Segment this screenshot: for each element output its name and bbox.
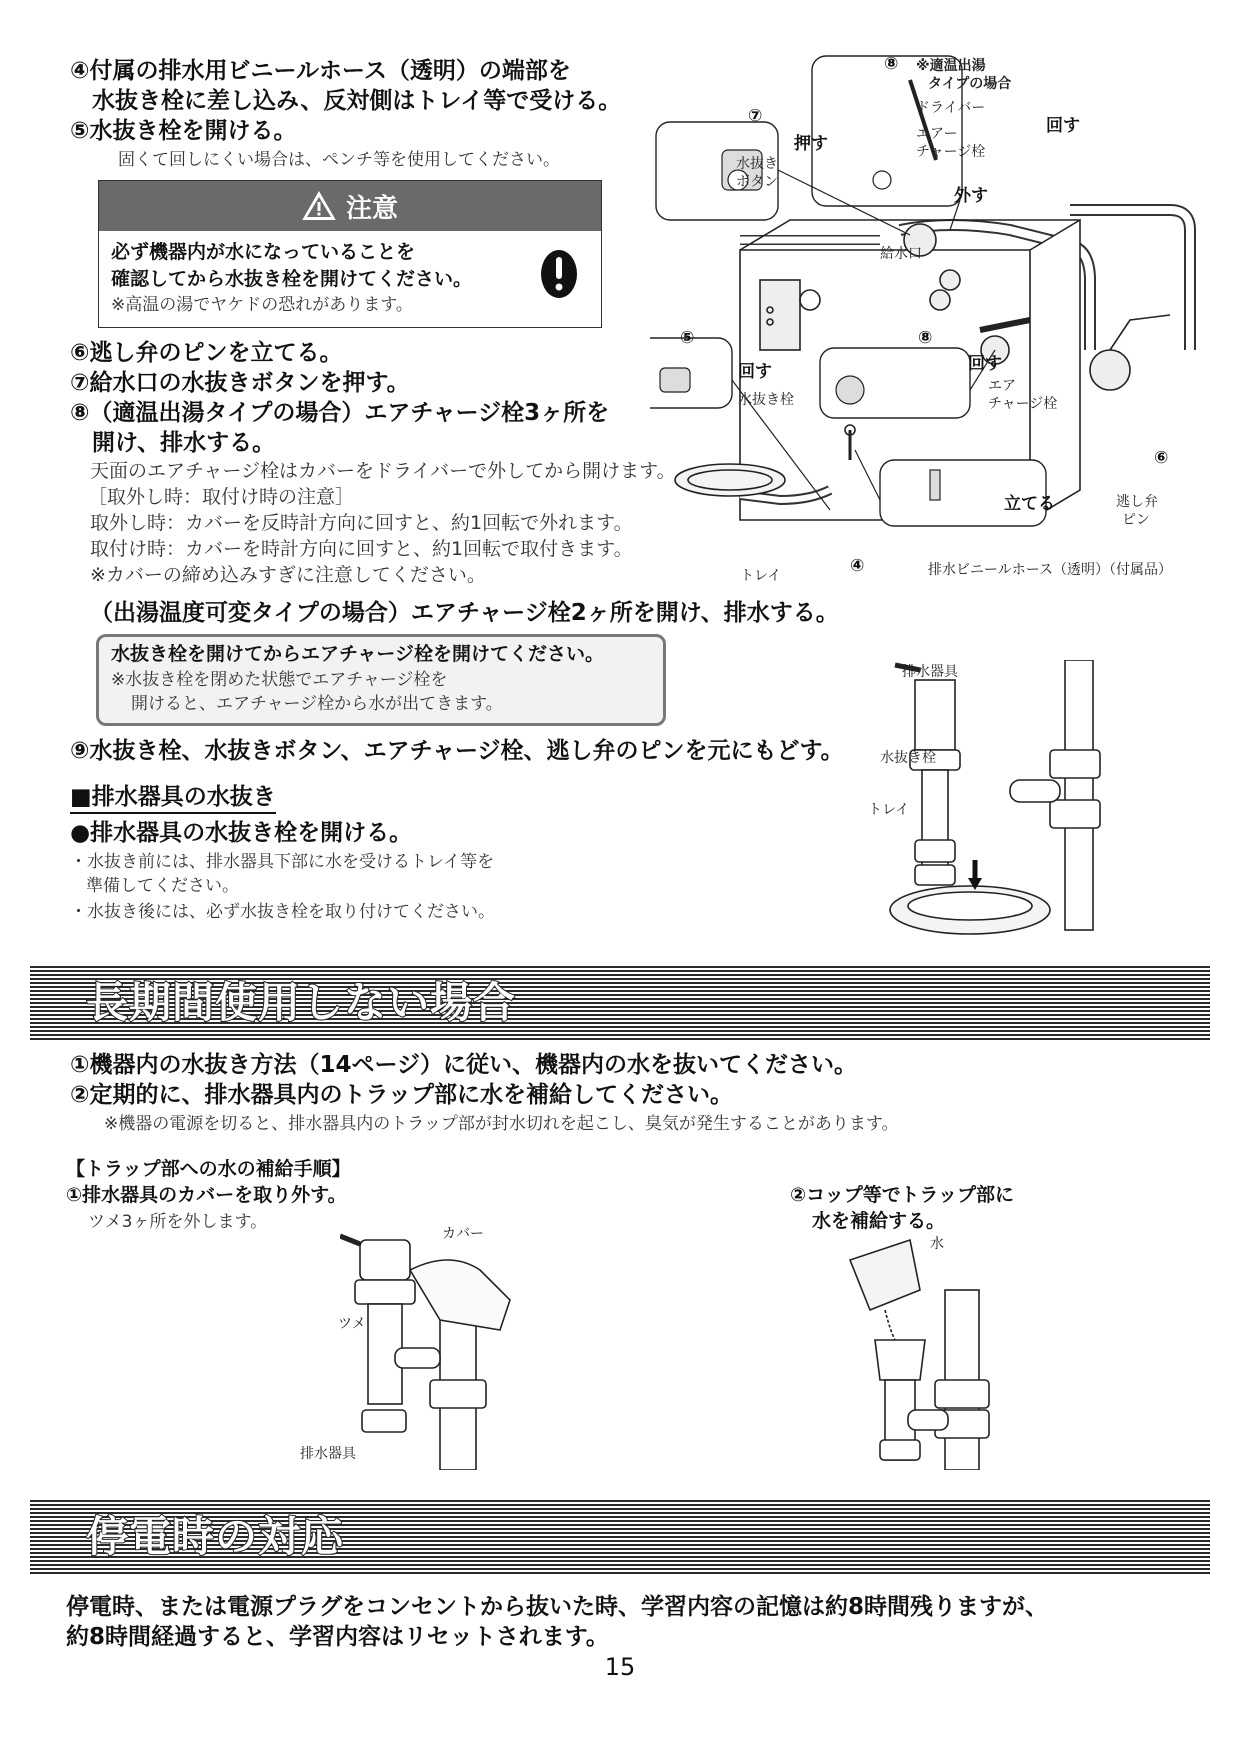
tsume-label: ツメ	[338, 1316, 366, 1332]
fig-label-n8: ⑧	[884, 54, 899, 74]
info-line2: ※水抜き栓を閉めた状態でエアチャージ栓を	[111, 670, 448, 690]
step-8-line1: ⑧（適温出湯タイプの場合）エアチャージ栓3ヶ所を	[70, 400, 610, 426]
drain-note-2: ・水抜き後には、必ず水抜き栓を取り付けてください。	[70, 902, 495, 922]
caution-box	[98, 180, 602, 328]
fig-label-btn2: ボタン	[736, 174, 778, 190]
power-outage-line1: 停電時、または電源プラグをコンセントから抜いた時、学習内容の記憶は約8時間残りますが、	[66, 1594, 1049, 1620]
step-5: ⑤水抜き栓を開ける。	[70, 118, 297, 144]
fig-label-mawasu5: 回す	[738, 362, 772, 382]
fig-label-air8b: チャージ栓	[988, 396, 1058, 412]
fig-label-mawasu8: 回す	[968, 354, 1002, 374]
fig-label-n7: ⑦	[748, 106, 763, 126]
fig-label-osu: 押す	[794, 134, 828, 154]
mizu-label: 水	[930, 1236, 944, 1252]
cover-removal-figure	[340, 1230, 540, 1470]
fig-label-nigashi1: 逃し弁	[1116, 494, 1158, 510]
proc-step-1: ①排水器具のカバーを取り外す。	[66, 1184, 347, 1206]
proc-step-2-line1: ②コップ等でトラップ部に	[790, 1184, 1014, 1206]
step-8-line2: 開け、排水する。	[92, 430, 276, 456]
fig-label-driver: ドライバー	[916, 100, 986, 116]
fig-label-air2: チャージ栓	[916, 144, 986, 160]
drain-heading: ■排水器具の水抜き	[70, 782, 276, 814]
note-5: ※カバーの締め込みすぎに注意してください。	[90, 564, 486, 586]
step-9: ⑨水抜き栓、水抜きボタン、エアチャージ栓、逃し弁のピンを元にもどす。	[70, 738, 844, 764]
drain-label-tray: トレイ	[868, 802, 910, 818]
caution-header	[99, 181, 601, 231]
step-8b: （出湯温度可変タイプの場合）エアチャージ栓2ヶ所を開け、排水する。	[90, 600, 839, 626]
fig-label-n5: ⑤	[680, 328, 695, 348]
drain-label-mizunuki: 水抜き栓	[880, 750, 936, 766]
fig-label-nigashi2: ピン	[1122, 512, 1150, 528]
haisui-label: 排水器具	[300, 1446, 356, 1462]
note-1: 天面のエアチャージ栓はカバーをドライバーで外してから開けます。	[90, 460, 676, 482]
info-line1: 水抜き栓を開けてからエアチャージ栓を開けてください。	[111, 643, 605, 665]
step-4-line2: 水抜き栓に差し込み、反対側はトレイ等で受ける。	[92, 88, 622, 114]
exclamation-icon	[537, 247, 581, 301]
fig-label-btn1: 水抜き	[736, 156, 778, 172]
fig-label-kyusui: 給水口	[880, 246, 922, 262]
long-term-item-1: ①機器内の水抜き方法（14ページ）に従い、機器内の水を抜いてください。	[70, 1052, 858, 1078]
note-2: ［取外し時：取付け時の注意］	[88, 486, 355, 508]
fig-label-n8b: ⑧	[918, 328, 933, 348]
long-term-note: ※機器の電源を切ると、排水器具内のトラップ部が封水切れを起こし、臭気が発生することがあります。	[104, 1114, 899, 1134]
step-6: ⑥逃し弁のピンを立てる。	[70, 340, 343, 366]
caution-line2: 確認してから水抜き栓を開けてください。	[111, 268, 473, 290]
fig-label-hazusu: 外す	[954, 186, 988, 206]
step-7: ⑦給水口の水抜きボタンを押す。	[70, 370, 410, 396]
proc-step-2-line2: 水を補給する。	[812, 1210, 946, 1232]
caution-line3: ※高温の湯でヤケドの恐れがあります。	[111, 295, 413, 315]
fig-label-air1: エアー	[916, 126, 958, 142]
fig-label-n4: ④	[850, 556, 865, 576]
info-line3: 開けると、エアチャージ栓から水が出てきます。	[131, 694, 503, 714]
fig-label-hose: 排水ビニールホース（透明）（付属品）	[928, 562, 1173, 578]
section-title-long-term: 長期間使用しない場合	[86, 978, 517, 1027]
cover-label: カバー	[442, 1226, 484, 1242]
fig-label-air8a: エア	[988, 378, 1016, 394]
drain-bullet: ●排水器具の水抜き栓を開ける。	[70, 820, 413, 846]
info-box	[96, 634, 666, 726]
caution-title: 注意	[345, 193, 398, 224]
fig-label-tekion2: タイプの場合	[928, 76, 1012, 92]
section-title-power-outage: 停電時の対応	[86, 1512, 345, 1561]
fig-label-tateru: 立てる	[1004, 494, 1055, 514]
fig-label-n6: ⑥	[1154, 448, 1169, 468]
long-term-item-2: ②定期的に、排水器具内のトラップ部に水を補給してください。	[70, 1082, 734, 1108]
drain-note-1b: 準備してください。	[86, 876, 239, 896]
proc-heading: 【トラップ部への水の補給手順】	[66, 1158, 351, 1180]
proc-step-1-sub: ツメ3ヶ所を外します。	[88, 1212, 268, 1232]
drain-label-haisui: 排水器具	[902, 664, 958, 680]
note-3: 取外し時：カバーを反時計方向に回すと、約1回転で外れます。	[90, 512, 633, 534]
drain-note-1a: ・水抜き前には、排水器具下部に水を受けるトレイ等を	[70, 852, 495, 872]
step-5-note: 固くて回しにくい場合は、ペンチ等を使用してください。	[118, 150, 560, 170]
step-4-line1: ④付属の排水用ビニールホース（透明）の端部を	[70, 58, 571, 84]
note-4: 取付け時：カバーを時計方向に回すと、約1回転で取付きます。	[90, 538, 633, 560]
drain-fixture-figure	[860, 660, 1120, 940]
section-banner-long-term	[30, 966, 1210, 1040]
water-refill-figure	[840, 1230, 1020, 1470]
section-banner-power-outage	[30, 1500, 1210, 1574]
page-number: 15	[604, 1653, 636, 1681]
fig-label-tekion: ※適温出湯	[916, 58, 986, 74]
caution-line1: 必ず機器内が水になっていることを	[111, 241, 416, 263]
fig-label-mizunuki5: 水抜き栓	[738, 392, 794, 408]
warning-triangle-icon	[302, 191, 336, 221]
fig-label-mawasu-top: 回す	[1046, 116, 1080, 136]
power-outage-line2: 約8時間経過すると、学習内容はリセットされます。	[66, 1624, 609, 1650]
fig-label-tray: トレイ	[740, 568, 782, 584]
